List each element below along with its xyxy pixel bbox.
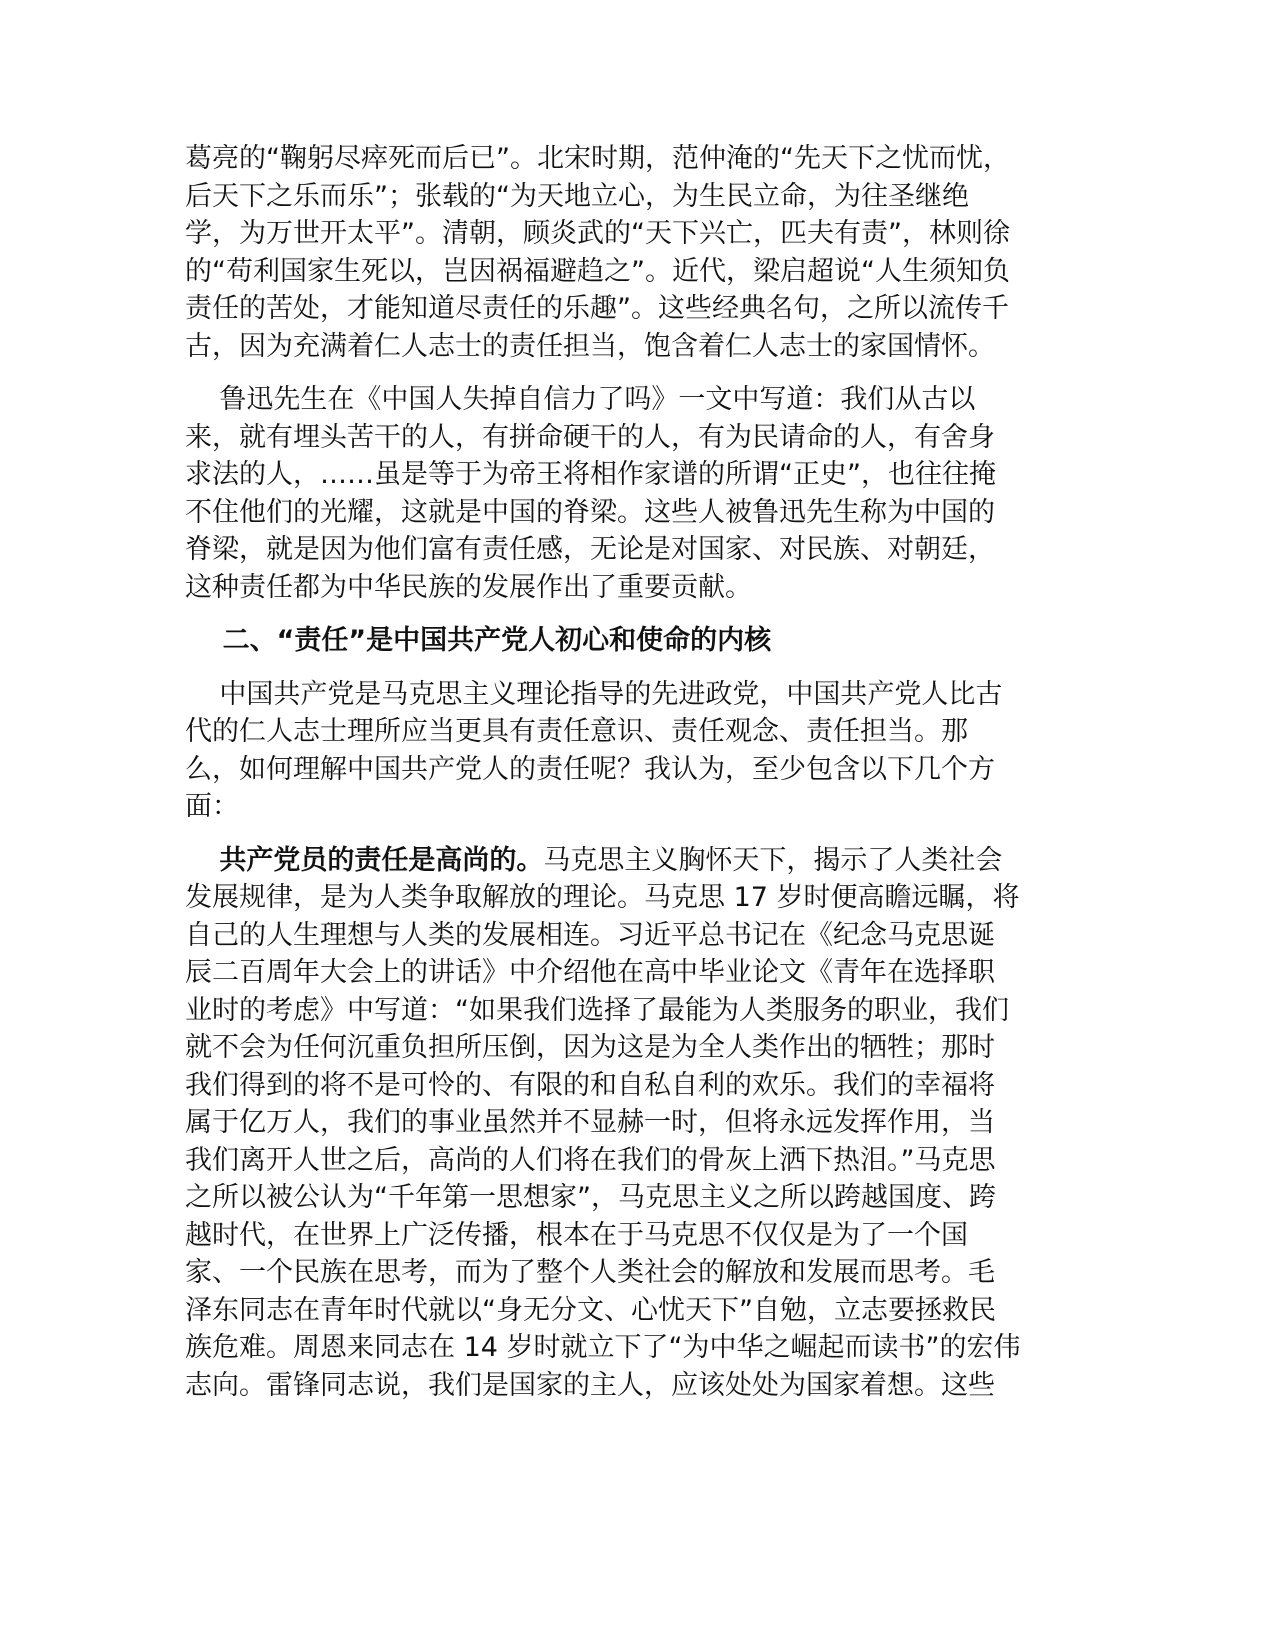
- heading-text: 二、“责任”是中国共产党人初心和使命的内核: [185, 625, 772, 656]
- paragraph: [185, 676, 1085, 826]
- text-line: 面：: [185, 791, 239, 822]
- text-line: 发展规律，是为人类争取解放的理论。马克思 17 岁时便高瞻远瞩，将: [185, 882, 1020, 913]
- text-line: 的“苟利国家生死以，岂因祸福避趋之”。近代，梁启超说“人生须知负: [185, 255, 1010, 287]
- text-line: 不住他们的光耀，这就是中国的脊梁。这些人被鲁迅先生称为中国的: [185, 496, 995, 528]
- text-line: 葛亮的“鞠躬尽瘁死而后已”。北宋时期，范仲淹的“先天下之忧而忧，: [185, 143, 1010, 174]
- text-line: 家、一个民族在思考，而为了整个人类社会的解放和发展而思考。毛: [185, 1257, 995, 1288]
- text-line: 脊梁，就是因为他们富有责任感，无论是对国家、对民族、对朝廷，: [185, 534, 995, 565]
- text-line: 我们得到的将不是可怜的、有限的和自私自利的欢乐。我们的幸福将: [185, 1069, 995, 1101]
- text-line: 属于亿万人，我们的事业虽然并不显赫一时，但将永远发挥作用，当: [185, 1107, 995, 1138]
- text-line: 来，就有埋头苦干的人，有拼命硬干的人，有为民请命的人，有舍身: [185, 421, 995, 453]
- paragraph: [185, 842, 1085, 1405]
- section-heading: [185, 622, 1085, 660]
- text-line: 之所以被公认为“千年第一思想家”，马克思主义之所以跨越国度、跨: [185, 1182, 996, 1213]
- text-line: 自己的人生理想与人类的发展相连。习近平总书记在《纪念马克思诞: [185, 919, 995, 951]
- paragraph: [185, 381, 1085, 606]
- text-line: 古，因为充满着仁人志士的责任担当，饱含着仁人志士的家国情怀。: [185, 330, 995, 362]
- paragraph: [185, 140, 1085, 365]
- text-line: [185, 842, 1085, 880]
- text-line: 就不会为任何沉重负担所压倒，因为这是为全人类作出的牺牲；那时: [185, 1032, 995, 1063]
- text-line: 志向。雷锋同志说，我们是国家的主人，应该处处为国家着想。这些: [185, 1369, 995, 1401]
- text-line: 责任的苦处，才能知道尽责任的乐趣”。这些经典名句，之所以流传千: [185, 293, 1009, 324]
- text-line: 业时的考虑》中写道：“如果我们选择了最能为人类服务的职业，我们: [185, 994, 1009, 1026]
- text-line: 求法的人，……虽是等于为帝王将相作家谱的所谓“正史”，也往往掩: [185, 459, 996, 490]
- text-line: 代的仁人志士理所应当更具有责任意识、责任观念、责任担当。那: [185, 716, 968, 747]
- text-line: 后天下之乐而乐”；张载的“为天地立心，为生民立命，为往圣继绝: [185, 180, 969, 212]
- text-line: 泽东同志在青年时代就以“身无分文、心忧天下”自勉，立志要拯救民: [185, 1294, 996, 1326]
- text-line: 么，如何理解中国共产党人的责任呢？我认为，至少包含以下几个方: [185, 753, 995, 785]
- text-line: 学，为万世开太平”。清朝，顾炎武的“天下兴亡，匹夫有责”，林则徐: [185, 218, 1010, 249]
- text-line: 中国共产党是马克思主义理论指导的先进政党，中国共产党人比古: [185, 678, 1003, 710]
- text-line: 我们离开人世之后，高尚的人们将在我们的骨灰上洒下热泪。”马克思: [185, 1144, 996, 1176]
- text-line: 越时代，在世界上广泛传播，根本在于马克思不仅仅是为了一个国: [185, 1219, 968, 1251]
- bold-lead-sentence: 共产党员的责任是高尚的。: [219, 844, 544, 876]
- text-line: 这种责任都为中华民族的发展作出了重要贡献。: [185, 571, 752, 603]
- text-line: 鲁迅先生在《中国人失掉自信力了吗》一文中写道：我们从古以: [185, 384, 976, 415]
- text-line: 辰二百周年大会上的讲话》中介绍他在高中毕业论文《青年在选择职: [185, 957, 995, 988]
- document-body: [185, 140, 1085, 1404]
- text-line: 族危难。周恩来同志在 14 岁时就立下了“为中华之崛起而读书”的宏伟: [185, 1332, 1021, 1363]
- text-run: 马克思主义胸怀天下，揭示了人类社会: [543, 844, 1003, 876]
